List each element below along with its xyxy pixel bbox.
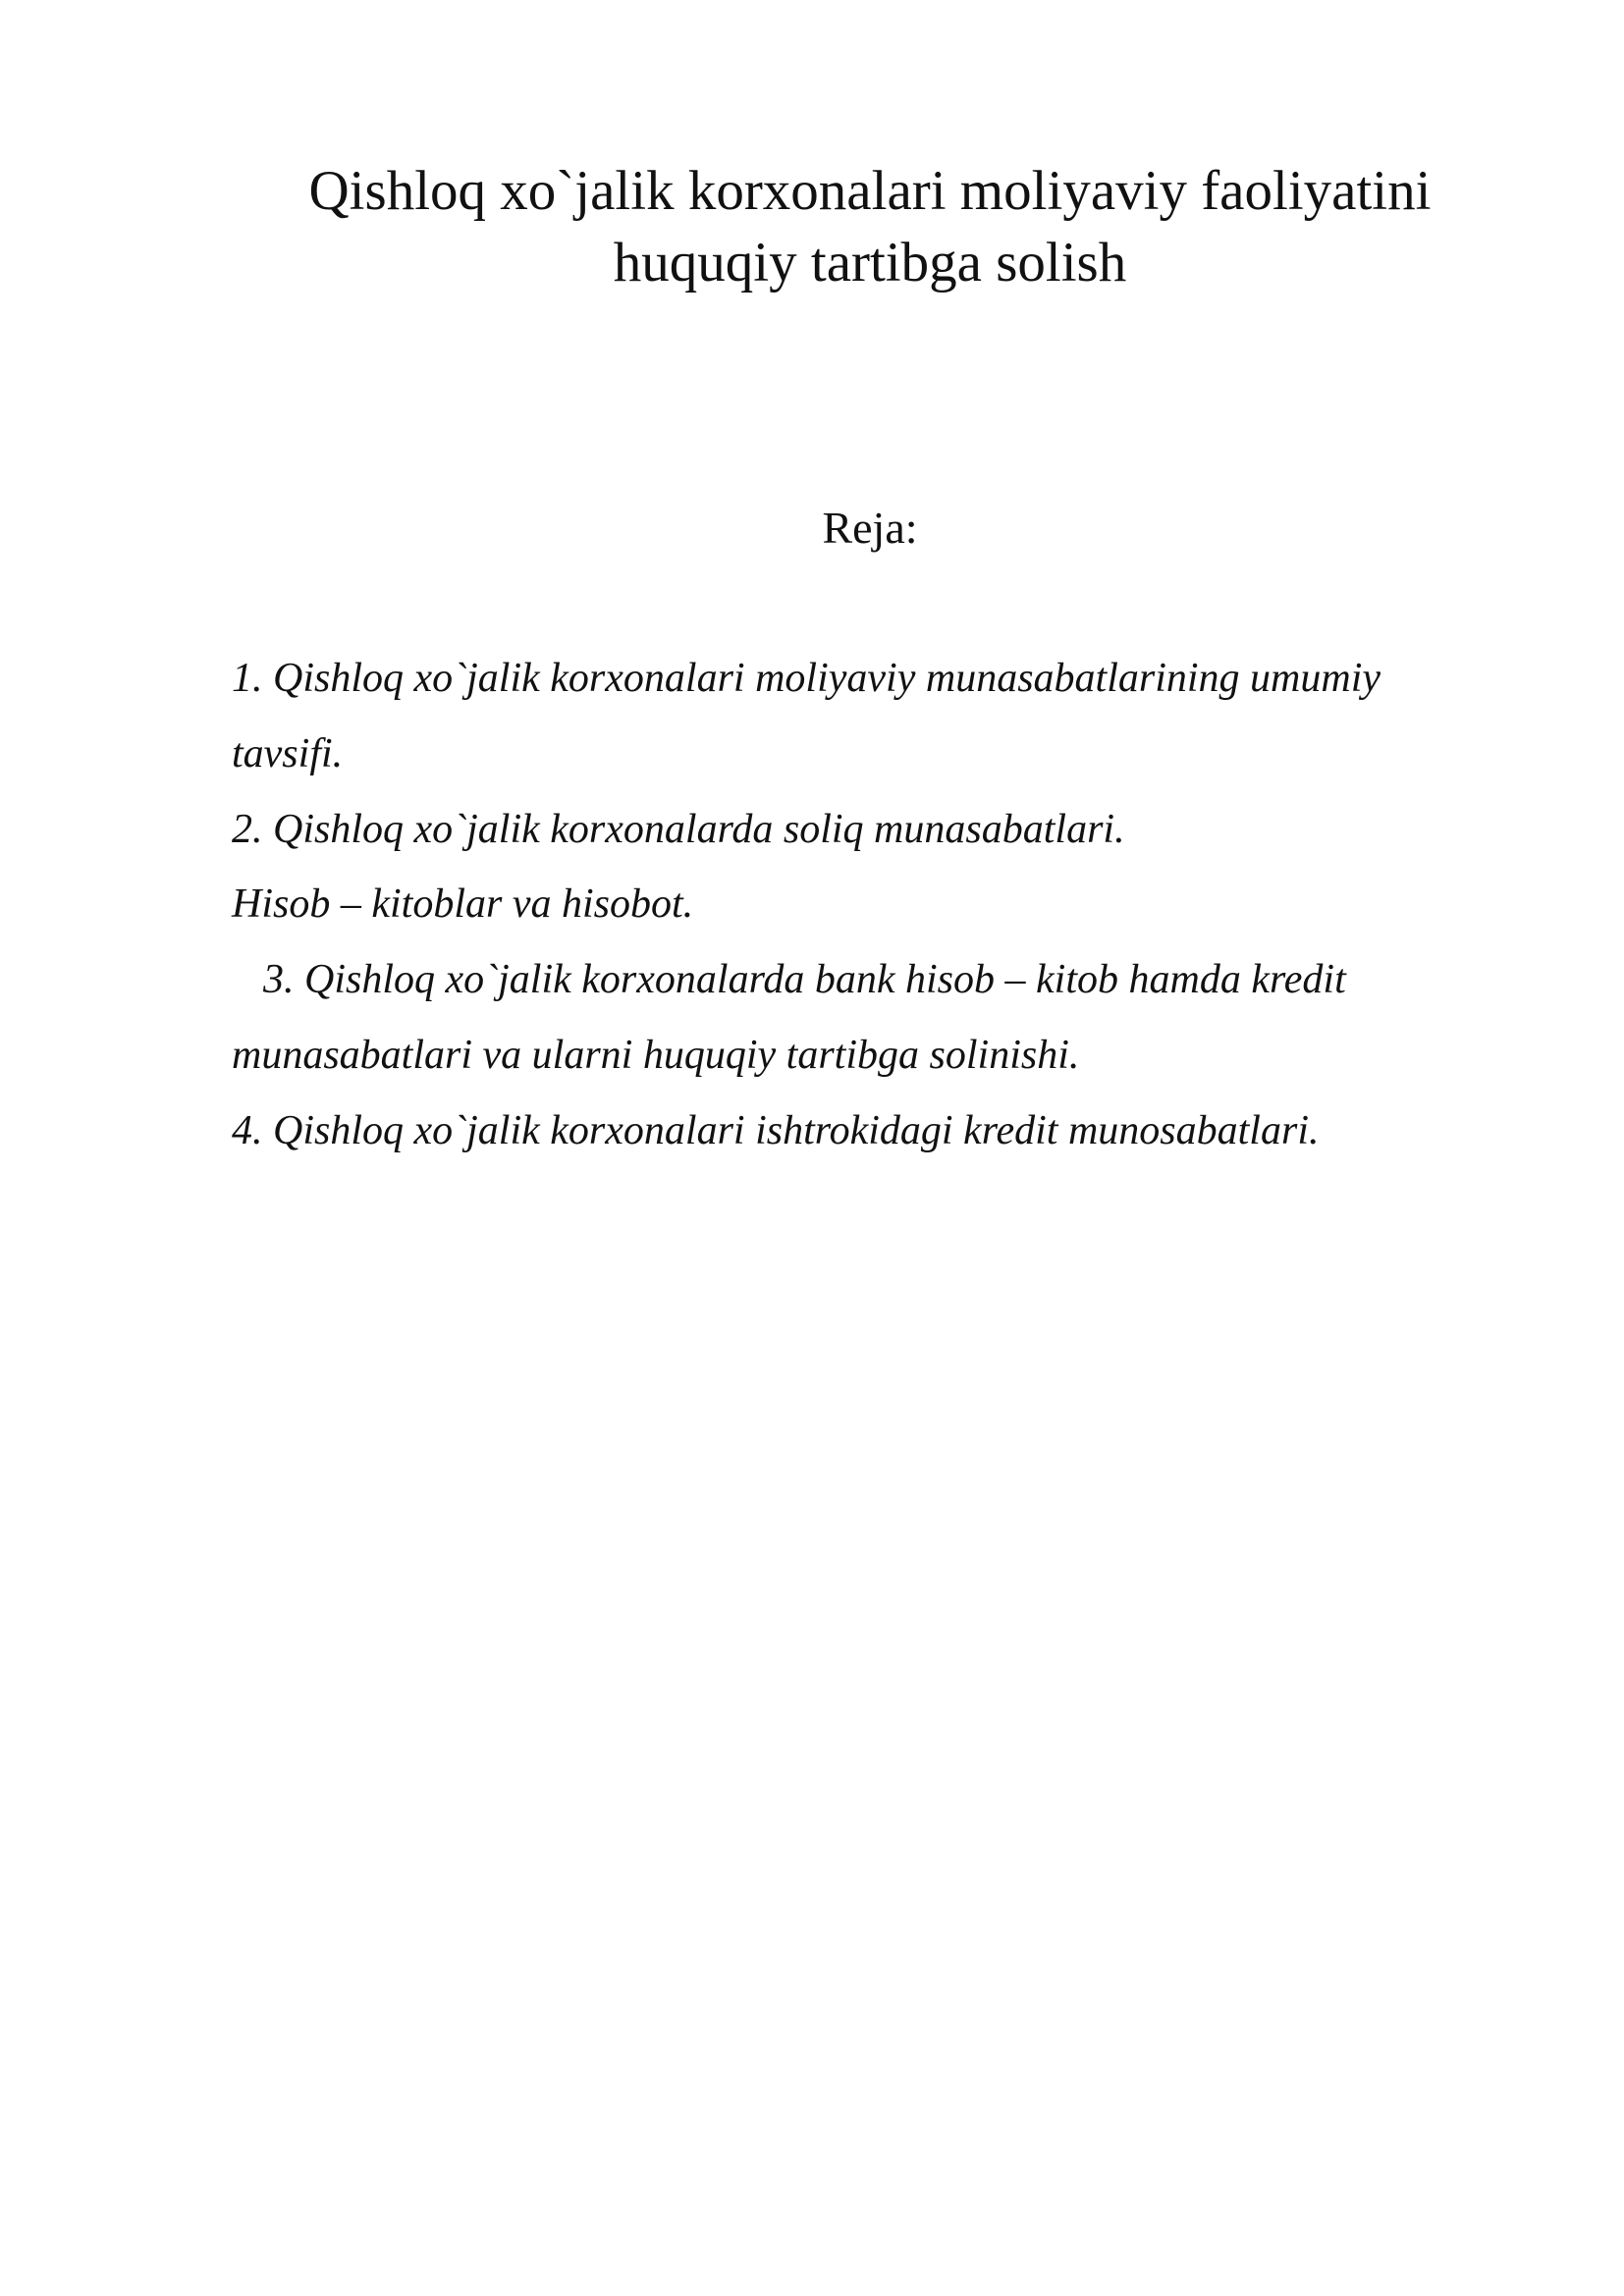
plan-line-4: Hisob – kitoblar va hisobot. bbox=[232, 881, 694, 928]
plan-line-7: 4. Qishloq xo`jalik korxonalari ishtrokidagi kredit munosabatlari. bbox=[232, 1107, 1320, 1153]
plan-line-6: munasabatlari va ularni huquqiy tartibga solinishi. bbox=[232, 1032, 1080, 1078]
title-line-2: huquqiy tartibga solish bbox=[613, 232, 1127, 294]
plan-list bbox=[232, 641, 1508, 1169]
title-line-1: Qishloq xo`jalik korxonalari moliyaviy faoliyatini bbox=[308, 160, 1432, 222]
plan-line-5: 3. Qishloq xo`jalik korxonalarda bank hisob – kitob hamda kredit bbox=[263, 957, 1346, 1003]
plan-line-2: tavsifi. bbox=[232, 730, 344, 776]
document-title bbox=[232, 155, 1508, 298]
plan-line-1: 1. Qishloq xo`jalik korxonalari moliyaviy munasabatlarining umumiy bbox=[232, 656, 1381, 701]
plan-line-3: 2. Qishloq xo`jalik korxonalarda soliq munasabatlari. bbox=[232, 806, 1125, 852]
plan-heading: Reja: bbox=[822, 503, 918, 553]
